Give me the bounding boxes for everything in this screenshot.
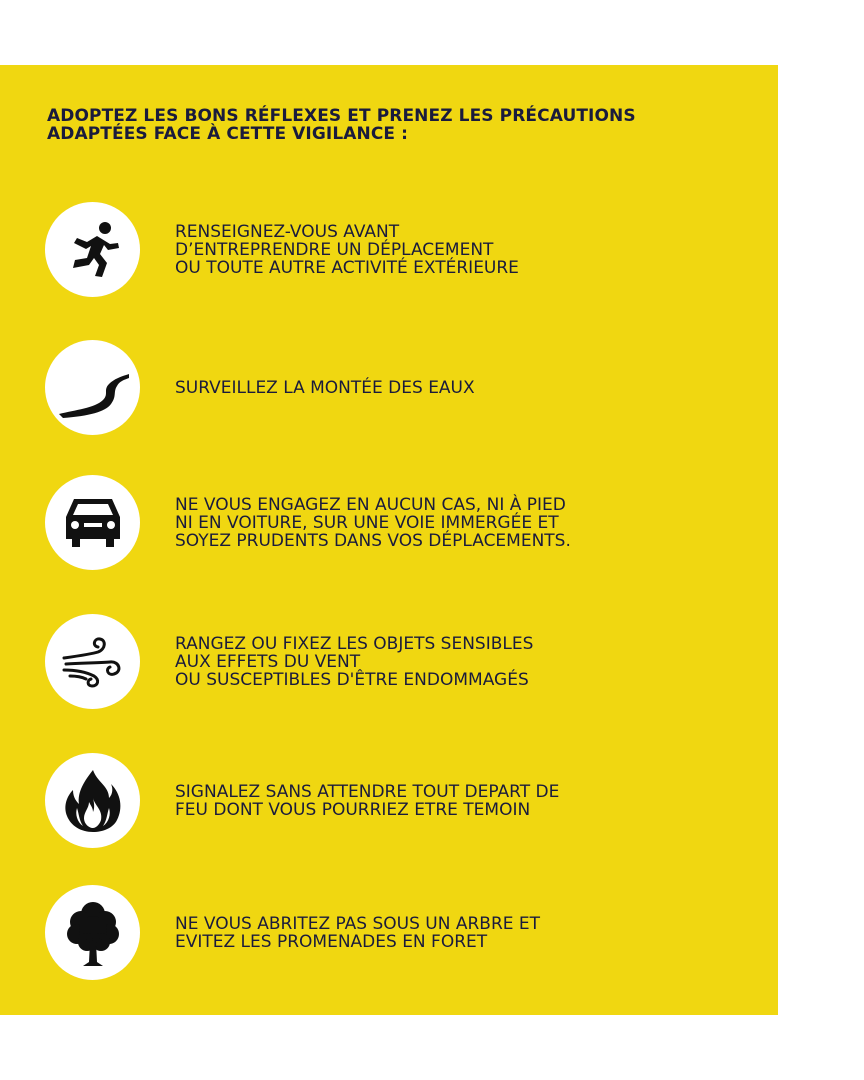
advice-text-tree [175, 885, 540, 981]
advice-line: D’ENTREPRENDRE UN DÉPLACEMENT [175, 240, 494, 260]
advice-line: SIGNALEZ SANS ATTENDRE TOUT DEPART DE [175, 782, 560, 802]
advice-item-tree [45, 885, 745, 981]
advice-item-car [45, 475, 745, 571]
advice-text-car [175, 475, 571, 571]
advice-line: RANGEZ OU FIXEZ LES OBJETS SENSIBLES [175, 634, 534, 654]
advice-line: AUX EFFETS DU VENT [175, 652, 361, 672]
advice-item-wind [45, 614, 745, 710]
advice-line: OU SUSCEPTIBLES D'ÊTRE ENDOMMAGÉS [175, 670, 529, 690]
advice-line: EVITEZ LES PROMENADES EN FORET [175, 932, 488, 952]
advice-item-water [45, 340, 745, 436]
advice-line: OU TOUTE AUTRE ACTIVITÉ EXTÉRIEURE [175, 258, 519, 278]
advice-line: SOYEZ PRUDENTS DANS VOS DÉPLACEMENTS. [175, 531, 571, 551]
advice-text-water [175, 340, 475, 436]
fire-icon [45, 753, 140, 848]
advice-text-fire [175, 753, 559, 849]
advice-line: FEU DONT VOUS POURRIEZ ETRE TEMOIN [175, 800, 531, 820]
advice-line: SURVEILLEZ LA MONTÉE DES EAUX [175, 378, 475, 398]
advice-line: NI EN VOITURE, SUR UNE VOIE IMMERGÉE ET [175, 513, 559, 533]
advice-text-travel [175, 202, 519, 298]
title-line-2: ADAPTÉES FACE À CETTE VIGILANCE : [47, 124, 409, 144]
vigilance-panel [0, 65, 778, 1015]
wind-icon [45, 614, 140, 709]
car-icon [45, 475, 140, 570]
advice-line: NE VOUS ABRITEZ PAS SOUS UN ARBRE ET [175, 914, 541, 934]
title-line-1: ADOPTEZ LES BONS RÉFLEXES ET PRENEZ LES PRÉCAUTIONS [47, 106, 636, 126]
river-icon [45, 340, 140, 435]
advice-text-wind [175, 614, 533, 710]
advice-item-fire [45, 753, 745, 849]
advice-item-travel [45, 202, 745, 298]
tree-icon [45, 885, 140, 980]
advice-line: RENSEIGNEZ-VOUS AVANT [175, 222, 400, 242]
running-person-icon [45, 202, 140, 297]
advice-line: NE VOUS ENGAGEZ EN AUCUN CAS, NI À PIED [175, 495, 566, 515]
panel-title [47, 107, 767, 143]
